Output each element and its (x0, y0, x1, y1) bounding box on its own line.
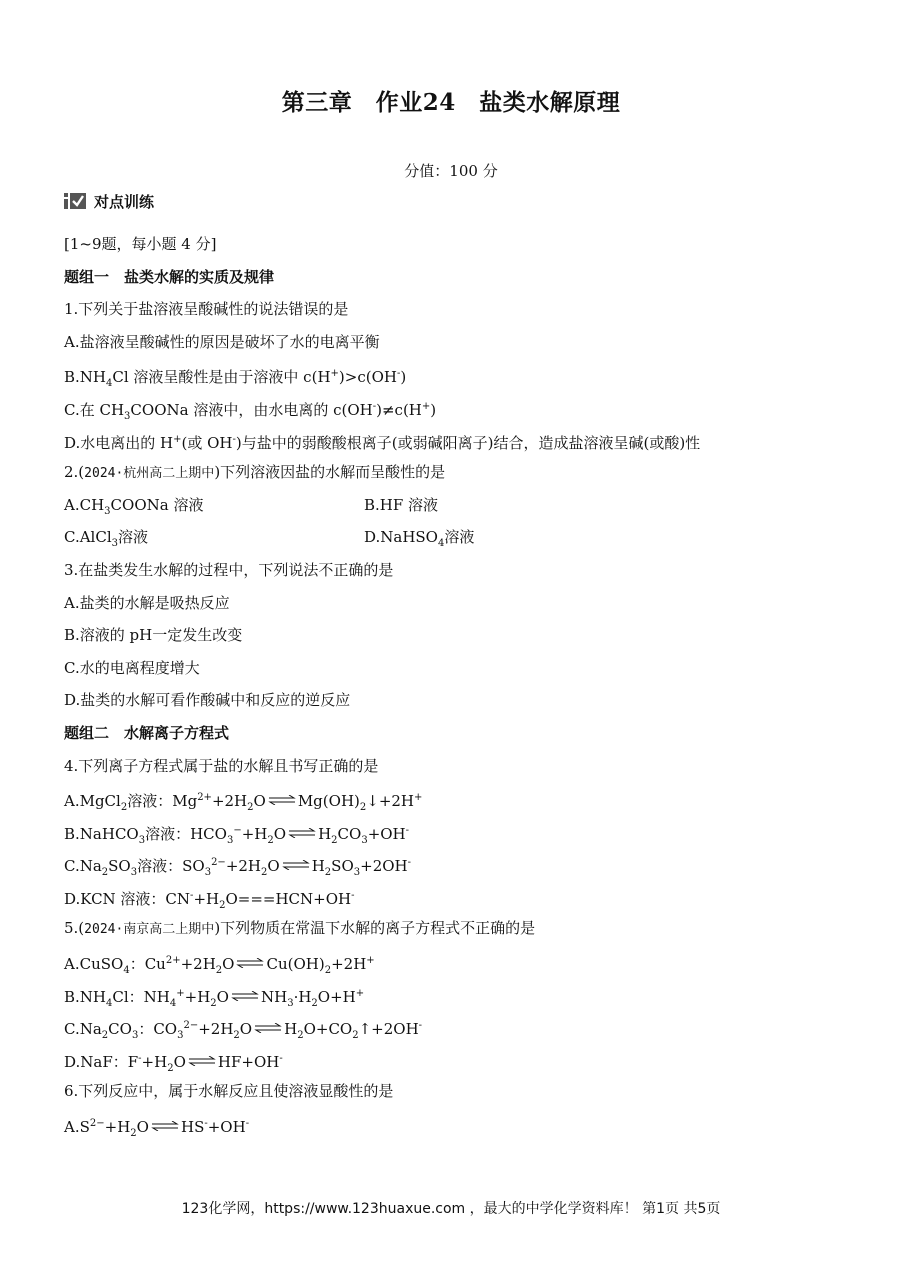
option-1c: C.在 $CH_3COONa$ 溶液中，由水电离的 c(OH-)≠c(H+) (64, 400, 437, 422)
equilibrium-arrow-icon (151, 1124, 179, 1132)
equilibrium-arrow-icon (288, 831, 316, 839)
option-5b: $B.NH_4Cl$：$NH_4^++H_2O$ $NH_3\cdot H_2O+H^+$ (64, 987, 365, 1009)
checklist-icon (64, 193, 86, 209)
equilibrium-arrow-icon (231, 994, 259, 1002)
score-rule: [1~9题，每小题 4 分] (64, 235, 217, 253)
score-info: 分值：100 分 (404, 162, 498, 180)
options-2ab (64, 489, 844, 522)
option-2b: B.HF 溶液 (364, 495, 439, 514)
option-3d: D.盐类的水解可看作酸碱中和反应的逆反应 (64, 691, 351, 710)
section-title: 对点训练 (94, 192, 155, 211)
question-4: 4.下列离子方程式属于盐的水解且书写正确的是 (64, 756, 379, 775)
option-2a: $A.CH_3COONa$ 溶液 (64, 495, 204, 517)
page-footer: 123化学网，https://www.123huaxue.com ，最大的中学化学资料库！ 第1页 共5页 (181, 1201, 721, 1217)
source-annotation: 2024·南京高二上期中 (84, 922, 215, 938)
option-4a: A.MgCl$_2$溶液：$Mg^{2+}+2H_2O$ $Mg(OH)_2↓+2H^+$ (64, 792, 423, 814)
equilibrium-arrow-icon (236, 961, 264, 969)
question-6: 6.下列反应中，属于水解反应且使溶液显酸性的是 (64, 1082, 394, 1101)
option-1d: D.水电离出的 H+(或 OH-)与盐中的弱酸酸根离子(或弱碱阳离子)结合，造成盐溶液呈碱(或酸)性 (64, 433, 701, 452)
options-2cd (64, 521, 844, 554)
section-header (64, 190, 154, 212)
question-1: 1.下列关于盐溶液呈酸碱性的说法错误的是 (64, 300, 349, 319)
option-3b: B.溶液的 pH一定发生改变 (64, 626, 243, 645)
page-title: 第三章 作业24 盐类水解原理 (281, 89, 621, 116)
option-5c: $C.Na_2CO_3$：$CO_3^{2-}+2H_2O$ $H_2O+CO_2↑+2OH^-$ (64, 1020, 423, 1042)
question-list (64, 228, 844, 1141)
option-4b: B.NaHCO$_3$溶液：$HCO_3^-+H_2O$ $H_2CO_3+OH^-$ (64, 824, 410, 846)
option-2c: C.AlCl$_3$溶液 (64, 528, 149, 550)
option-1a: A.盐溶液呈酸碱性的原因是破坏了水的电离平衡 (64, 332, 380, 351)
option-3a: A.盐类的水解是吸热反应 (64, 593, 230, 612)
option-1b: $B.NH_4Cl$ 溶液呈酸性是由于溶液中 c(H+)>c(OH-) (64, 368, 407, 390)
option-5d: D.NaF：$F^-+H_2O$ HF+OH- (64, 1052, 283, 1074)
question-2: 2.(2024·杭州高二上期中)下列溶液因盐的水解而呈酸性的是 (64, 463, 446, 482)
equilibrium-arrow-icon (268, 798, 296, 806)
option-6a: $A.S^{2-}+H_2O$ HS-+OH- (64, 1118, 250, 1140)
option-4d: D.KCN 溶液：$CN^-+H_2O===HCN+OH^-$ (64, 889, 355, 911)
option-3c: C.水的电离程度增大 (64, 658, 200, 677)
option-4c: $C.Na_2SO_3$溶液：$SO_3^{2-}+2H_2O$ $H_2SO_3+2OH^-$ (64, 857, 412, 879)
equilibrium-arrow-icon (254, 1026, 282, 1034)
question-3: 3.在盐类发生水解的过程中，下列说法不正确的是 (64, 560, 394, 579)
option-5a: A.CuSO$_4$：$Cu^{2+}+2H_2O$ $Cu(OH)_2+2H^+$ (64, 955, 375, 977)
option-2d: D.NaHSO$_4$溶液 (364, 528, 475, 550)
group-heading-2: 题组二 水解离子方程式 (64, 723, 230, 742)
group-heading-1: 题组一 盐类水解的实质及规律 (64, 267, 275, 286)
equilibrium-arrow-icon (188, 1059, 216, 1067)
question-5: 5.(2024·南京高二上期中)下列物质在常温下水解的离子方程式不正确的是 (64, 919, 536, 938)
equilibrium-arrow-icon (282, 863, 310, 871)
source-annotation: 2024·杭州高二上期中 (84, 466, 215, 482)
